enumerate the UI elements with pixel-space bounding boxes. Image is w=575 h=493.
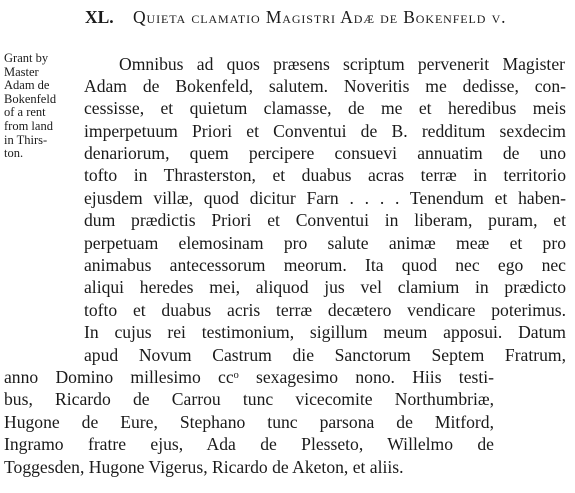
marginal-note-line: of a rent	[4, 105, 46, 120]
marginal-note-line: ton.	[4, 146, 24, 161]
charter-title: Quieta clamatio Magistri Adæ de Bokenfeld v.	[133, 7, 507, 27]
text-line: bus, Ricardo de Carrou tunc vicecomite Northumbriæ,	[4, 389, 494, 409]
text-line: Hugone de Eure, Stephano tunc parsona de Mitford,	[4, 412, 494, 432]
text-line: apud Novum Castrum die Sanctorum Septem Fratrum,	[84, 345, 566, 365]
document-heading	[0, 4, 575, 30]
text-line: In cujus rei testimonium, sigillum meum apposui. Datum	[84, 322, 566, 342]
text-line: Adam de Bokenfeld, salutem. Noveritis me dedisse, con-	[84, 76, 566, 96]
text-line: perpetuam elemosinam pro salute animæ meæ et pro	[84, 233, 566, 253]
marginal-note-line: Grant by	[4, 51, 49, 65]
text-line: imperpetuum Priori et Conventui de B. redditum sexdecim	[84, 121, 566, 141]
text-line: tofto in Thrasterston, et duabus acras terræ in territorio	[84, 165, 566, 185]
text-line: dum prædictis Priori et Conventui in liberam, puram, et	[84, 210, 566, 230]
marginal-note-line: Adam de	[4, 78, 50, 93]
marginal-note-line: Master	[4, 64, 39, 79]
text-line: ejusdem villæ, quod dicitur Farn . . . . Tenendum et haben-	[84, 188, 566, 208]
text-line: aliqui heredes mei, aliquod jus vel clamium in prædicto	[84, 277, 566, 297]
text-line: animabus antecessorum meorum. Ita quod nec ego nec	[84, 255, 566, 275]
marginal-note-line: in Thirs-	[4, 132, 48, 147]
text-line: cessisse, et quietum clamasse, de me et heredibus meis	[84, 98, 566, 118]
text-line: anno Domino millesimo ccᵒ sexagesimo nono. Hiis testi-	[4, 367, 494, 387]
charter-number: XL.	[85, 7, 114, 27]
text-line: denariorum, quem percipere consuevi annuatim de uno	[84, 143, 566, 163]
text-line: tofto et duabus acris terræ decætero vendicare poterimus.	[84, 300, 566, 320]
marginal-note-line: from land	[4, 118, 53, 133]
marginal-note	[4, 52, 74, 161]
text-line: Toggesden, Hugone Vigerus, Ricardo de Aketon, et aliis.	[4, 457, 404, 477]
text-line: Omnibus ad quos præsens scriptum pervenerit Magister	[119, 54, 565, 74]
text-line: Ingramo fratre ejus, Ada de Plesseto, Willelmo de	[4, 434, 494, 454]
marginal-note-line: Bokenfeld	[4, 91, 57, 106]
